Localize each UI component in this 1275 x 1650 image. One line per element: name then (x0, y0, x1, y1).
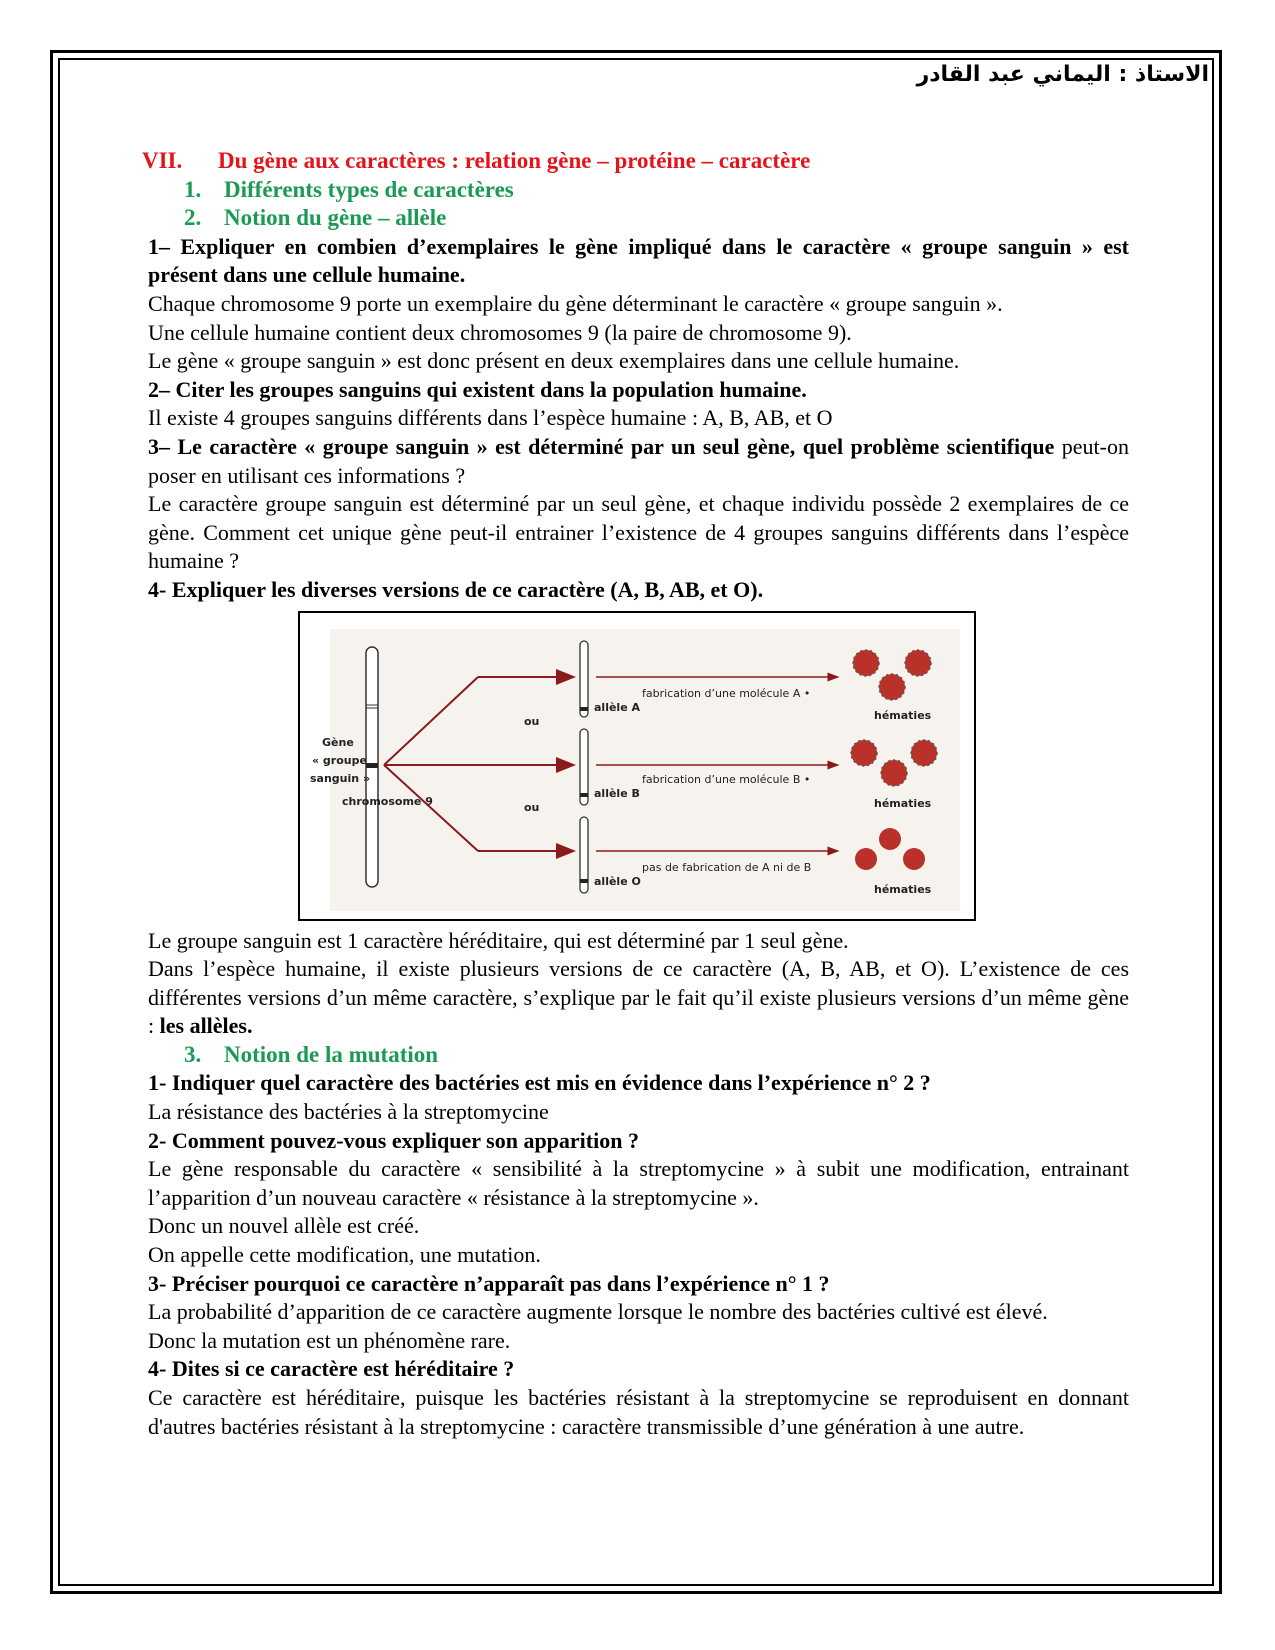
mutation-answer-1: La résistance des bactéries à la streptomycine (148, 1099, 549, 1125)
blood-group-figure (298, 611, 976, 921)
mutation-answer-4: Ce caractère est héréditaire, puisque les bactéries résistant à la streptomycine se reproduisent en donnant d'autres bactéries résistant à la streptomycine : caractère transmissible d’une génération à une autre. (148, 1385, 1129, 1439)
mutation-answer-2-line-2: Donc un nouvel allèle est créé. (148, 1213, 420, 1239)
mutation-question-2: 2- Comment pouvez-vous expliquer son apparition ? (148, 1127, 639, 1153)
question-3: 3– Le caractère « groupe sanguin » est déterminé par un seul gène, quel problème scientifique peut-on poser en utilisant ces informations ? (148, 433, 1129, 488)
chromosome-label: chromosome 9 (342, 794, 433, 808)
question-1: 1– Expliquer en combien d’exemplaires le gène impliqué dans le caractère « groupe sanguin » est présent dans une cellule humaine. (148, 233, 1129, 288)
mutation-answer-3-line-1: La probabilité d’apparition de ce caractère augmente lorsque le nombre des bactéries cultivé est élevé. (148, 1299, 1048, 1325)
hematies-label-3: hématies (874, 882, 932, 896)
mutation-answer-3-line-2: Donc la mutation est un phénomène rare. (148, 1327, 511, 1353)
section-title: Du gène aux caractères : relation gène – protéine – caractère (218, 148, 811, 173)
answer-1-line-3: Le gène « groupe sanguin » est donc présent en deux exemplaires dans une cellule humaine. (148, 348, 960, 374)
section-heading (142, 147, 1129, 176)
allele-b-label: allèle B (594, 786, 640, 800)
mutation-question-1: 1- Indiquer quel caractère des bactéries est mis en évidence dans l’expérience n° 2 ? (148, 1070, 931, 1096)
answer-1-line-2: Une cellule humaine contient deux chromosomes 9 (la paire de chromosome 9). (148, 319, 852, 345)
mutation-answer-2-line-1: Le gène responsable du caractère « sensibilité à la streptomycine » à subit une modification, entrainant l’apparition d’un nouveau caractère « résistance à la streptomycine ». (148, 1156, 1129, 1210)
answer-1-line-1: Chaque chromosome 9 porte un exemplaire du gène déterminant le caractère « groupe sanguin ». (148, 290, 1003, 316)
no-fabrication-label: pas de fabrication de A ni de B (642, 860, 812, 874)
subheading-3: 3. Notion de la mutation (184, 1041, 439, 1067)
section-number: VII. (142, 148, 183, 173)
gene-locus (366, 763, 378, 768)
fabrication-a-label: fabrication d’une molécule A • (642, 686, 811, 700)
chromosome-allele-a (580, 641, 588, 717)
subheading-1: 1. Différents types de caractères (184, 176, 514, 202)
subheading-2: 2. Notion du gène – allèle (184, 205, 447, 231)
gene-label-1: Gène (322, 735, 354, 749)
hematies-label-1: hématies (874, 708, 932, 722)
ou-label-1: ou (524, 714, 540, 728)
mutation-answer-2-line-3: On appelle cette modification, une mutation. (148, 1242, 541, 1268)
question-2: 2– Citer les groupes sanguins qui existent dans la population humaine. (148, 376, 807, 402)
blood-group-diagram (300, 613, 974, 919)
answer-3: Le caractère groupe sanguin est déterminé par un seul gène, et chaque individu possède 2 exemplaires de ce gène. Comment cet unique gène peut-il entrainer l’existence de 4 groupes sanguins différents dans l’espèce humaine ? (148, 491, 1129, 574)
document-body (142, 147, 1129, 1441)
answer-4-line-2: Dans l’espèce humaine, il existe plusieurs versions de ce caractère (A, B, AB, et O). L’existence de ces différentes versions d’un même caractère, s’explique par le fait qu’il existe plusieurs versions d’un même gène : les allèles. (148, 956, 1129, 1039)
answer-2: Il existe 4 groupes sanguins différents dans l’espèce humaine : A, B, AB, et O (148, 405, 833, 431)
gene-label-3: sanguin » (310, 771, 371, 785)
fabrication-b-label: fabrication d’une molécule B • (642, 772, 811, 786)
allele-o-label: allèle O (594, 874, 641, 888)
ou-label-2: ou (524, 800, 540, 814)
gene-label-2: « groupe (312, 753, 367, 767)
answer-4-line-1: Le groupe sanguin est 1 caractère héréditaire, qui est déterminé par 1 seul gène. (148, 927, 849, 953)
mutation-question-4: 4- Dites si ce caractère est héréditaire ? (148, 1356, 515, 1382)
question-4: 4- Expliquer les diverses versions de ce caractère (A, B, AB, et O). (148, 576, 764, 602)
author-name: الاستاذ : اليماني عبد القادر (916, 62, 1209, 87)
allele-a-label: allèle A (594, 700, 640, 714)
mutation-question-3: 3- Préciser pourquoi ce caractère n’apparaît pas dans l’expérience n° 1 ? (148, 1270, 830, 1296)
hematies-label-2: hématies (874, 796, 932, 810)
